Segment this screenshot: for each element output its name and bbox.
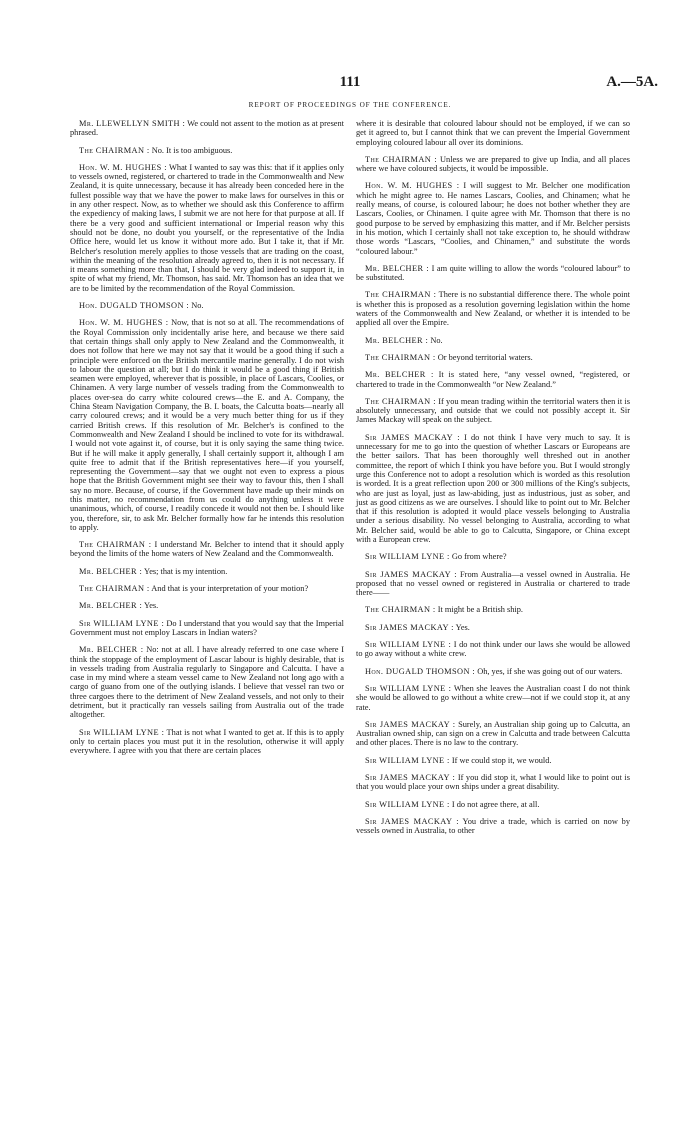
speaker-name: Sir JAMES MACKAY :	[365, 432, 460, 442]
speech-text: If you mean trading within the territorial waters then it is absolutely unnecessary, and outside that we could not possibly accept it. Sir James Mackay will speak on the subject.	[356, 396, 630, 425]
speech-text: I do not think under our laws she would be allowed to go away without a white crew.	[356, 640, 630, 659]
speaker-name: The CHAIRMAN :	[79, 540, 152, 550]
speaker-name: The CHAIRMAN :	[365, 605, 436, 615]
speech-text: Yes.	[144, 601, 159, 611]
speech-paragraph	[70, 119, 344, 138]
speech-text: Yes.	[455, 622, 470, 632]
speech-text: No. It is too ambiguous.	[151, 145, 233, 155]
speaker-name: Sir WILLIAM LYNE :	[365, 552, 450, 562]
speaker-name: The CHAIRMAN :	[79, 584, 150, 594]
speech-text: I understand Mr. Belcher to intend that it should apply beyond the limits of the home waters of New Zealand and the Commonwealth.	[70, 540, 344, 559]
speech-text: Oh, yes, if she was going out of our waters.	[477, 666, 623, 676]
speaker-name: Sir WILLIAM LYNE :	[365, 640, 452, 650]
speech-text: There is no substantial difference there. The whole point is whether this is proposed as a resolution governing legislation within the home waters of the Commonwealth and New Zealand, or whether it is intended to be applied all over the Empire.	[356, 290, 630, 328]
speech-paragraph	[356, 353, 630, 362]
speech-text: I will suggest to Mr. Belcher one modification which he might agree to. He names Lascars, Coolies, and Chinamen; what he really means, of course, is coloured labour; he does not bother whether they are Lascars, Coolies, or Chinamen. I quite agree with Mr. Thomson that there is no good purpose to be served by emphasizing this matter, and if Mr. Belcher persists in his motion, which I certainly shall not take exception to, he should withdraw those words “Lascars, “Coolies, and Chinamen,” and substitute the words “coloured labour.”	[356, 181, 630, 256]
speech-paragraph	[70, 318, 344, 532]
speech-text: If you did stop it, what I would like to point out is that you would place your own ships under a great disability.	[356, 773, 631, 792]
speech-paragraph	[70, 601, 344, 610]
speech-paragraph	[356, 817, 630, 836]
speech-text: And that is your interpretation of your motion?	[151, 584, 309, 594]
speech-paragraph	[70, 619, 344, 638]
speech-text: If we could stop it, we would.	[451, 755, 552, 765]
speaker-name: Hon. W. M. HUGHES :	[79, 318, 169, 328]
speech-paragraph	[356, 640, 630, 659]
speech-text: Go from where?	[451, 552, 507, 562]
speech-paragraph	[70, 645, 344, 719]
speech-text: No: not at all. I have already referred to one case where I think the stoppage of the employment of Lascar labour is highly desirable, that is in vessels trading from Australia regularly to Singapore and Calcutta. I have a case in my mind where a steam vessel came to New Zealand not long ago with a cargo of guano from one of the outlying islands. I believe that vessel ran two or three cargoes there to the detriment of New Zealand vessels, and not only to their detriment, but it practically ran vessels sailing from Australia out of the trade altogether.	[70, 645, 345, 720]
speech-paragraph	[356, 433, 630, 545]
speaker-name: Mr. LLEWELLYN SMITH :	[79, 119, 186, 128]
speaker-name: The CHAIRMAN :	[365, 154, 438, 164]
speech-text: From Australia—a vessel owned in Australia. He proposed that no vessel owned or registered in Australia or chartered to trade there——	[356, 569, 630, 598]
speech-text: Now, that is not so at all. The recommendations of the Royal Commission only incidentally arise here, and because we there said that certain things shall only apply to New Zealand and the Commonwealth, it does not follow that here we may not say that it would be a good thing if such a principle were enforced on the British mercantile marine generally. I do not wish to labour the question at all; but I do think it would be a good thing if British seamen were employed, wherever that is possible, in place of Lascars, Coolies, or Chinamen. A very large number of vessels trading from the Commonwealth to places over-sea do carry white coloured crews—the E. and A. Company, the China Steam Navigation Company, the B. I. boats, the Calcutta boats—nearly all carry coloured crews; and it would be a very much better thing for us if they carried British crews. If this resolution of Mr. Belcher's is confined to the Commonwealth and New Zealand I should be inclined to vote for its withdrawal. I would not vote against it, of course, but it is only saying the same thing twice. But if he will make it apply generally, I shall certainly support it, although I am quite free to admit that if the British representatives here—if you yourself, representing the Government—say that we ought not even to express a pious hope that the British Government might see their way to favour this, then I shall say no more. Because, of course, if the Government have made up their minds on this matter, no recommendation from us could do anything unless it were unanimous, which, of course, I readily concede it would not then be. I should like you, therefore, sir, to ask Mr. Belcher formally how far he intends this resolution to apply.	[70, 318, 344, 532]
speech-text: Surely, an Australian ship going up to Calcutta, an Australian owned ship, can sign on a crew in Calcutta and trade between Calcutta and other places. There is no law to the contrary.	[356, 719, 631, 748]
paper-reference: A.—5A.	[606, 74, 658, 90]
speaker-name: Sir JAMES MACKAY :	[365, 719, 456, 729]
speech-text: I do not agree there, at all.	[451, 799, 540, 809]
speaker-name: Mr. BELCHER :	[79, 566, 143, 576]
running-title: REPORT OF PROCEEDINGS OF THE CONFERENCE.	[248, 101, 452, 109]
speech-text: It is stated here, “any vessel owned, “registered, or chartered to trade in the Commonwealth “or New Zealand.”	[356, 370, 630, 389]
speech-paragraph	[356, 605, 630, 614]
speech-text: No.	[191, 301, 204, 311]
speech-text: That is not what I wanted to get at. If this is to apply only to certain places you must put it in the resolution, otherwise it will apply everywhere. I agree with you that there are certain places	[70, 727, 345, 756]
speech-paragraph	[70, 540, 344, 559]
speech-paragraph	[356, 623, 630, 632]
speech-paragraph	[356, 155, 630, 174]
speech-paragraph	[356, 570, 630, 598]
speaker-name: Sir JAMES MACKAY :	[365, 622, 454, 632]
speech-paragraph	[356, 336, 630, 345]
speaker-name: The CHAIRMAN :	[365, 352, 436, 362]
speaker-name: Sir JAMES MACKAY :	[365, 773, 456, 783]
speech-text: Do I understand that you would say that the Imperial Government must not employ Lascars in Indian waters?	[70, 618, 344, 637]
speech-text: I do not think I have very much to say. It is unnecessary for me to go into the question of whether Lascars or Europeans are the better sailors. That has been thoroughly well threshed out in another committee, the report of which I think you have before you. But I would strongly urge this Conference not to adopt a resolution which is worded as this resolution is worded. It is a great reflection upon 200 or 300 millions of the King's subjects, who are just as loyal, just as law-abiding, just as industrious, just as sober, and just as good citizens as we are ourselves. I should like to point out to Mr. Belcher that if this resolution is adopted it would place vessels belonging to Australia under a serious disability. No vessel belonging to Australia, according to what Mr. Belcher said, would be able to go to Calcutta, Singapore, or China except with a European crew.	[356, 432, 631, 544]
speaker-name: Sir WILLIAM LYNE :	[365, 683, 452, 693]
speaker-name: Mr. BELCHER :	[365, 335, 429, 345]
speech-paragraph	[70, 567, 344, 576]
speaker-name: Sir WILLIAM LYNE :	[365, 799, 450, 809]
speaker-name: Mr. BELCHER :	[79, 601, 143, 611]
speech-paragraph	[70, 301, 344, 310]
speech-paragraph	[70, 146, 344, 155]
speaker-name: Mr. BELCHER :	[365, 263, 430, 273]
speech-paragraph	[356, 397, 630, 425]
speech-paragraph	[70, 163, 344, 293]
speech-paragraph	[356, 684, 630, 712]
right-column	[356, 119, 630, 844]
speech-paragraph	[356, 756, 630, 765]
speech-paragraph	[356, 773, 630, 792]
speaker-name: Sir WILLIAM LYNE :	[365, 755, 450, 765]
speech-text: We could not assent to the motion as at present phrased.	[70, 119, 345, 138]
speaker-name: Sir WILLIAM LYNE :	[79, 727, 165, 737]
speech-paragraph	[356, 720, 630, 748]
speech-text: where it is desirable that coloured labour should not be employed, if we can so get it agreed to, but I cannot think that we can prevent the Imperial Government employing coloured labour all over its dominions.	[356, 119, 630, 147]
speaker-name: Hon. W. M. HUGHES :	[365, 181, 460, 191]
speech-paragraph	[356, 290, 630, 327]
speaker-name: Sir JAMES MACKAY :	[365, 569, 457, 579]
speech-text: When she leaves the Australian coast I do not think she would be allowed to go without a white crew—not if we could stop it, at any rate.	[356, 683, 631, 712]
speaker-name: Hon. W. M. HUGHES :	[79, 162, 167, 172]
speech-text: No.	[430, 335, 443, 345]
speech-text: I am quite willing to allow the words “coloured labour” to be substituted.	[356, 263, 630, 283]
speech-paragraph	[356, 370, 630, 389]
speech-paragraph	[70, 584, 344, 593]
page-number: 111	[339, 74, 361, 90]
speaker-name: Mr. BELCHER :	[365, 370, 434, 380]
speech-text: You drive a trade, which is carried on now by vessels owned in Australia, to other	[356, 816, 631, 836]
speaker-name: Sir WILLIAM LYNE :	[79, 618, 165, 628]
speech-paragraph	[70, 728, 344, 756]
speaker-name: Sir JAMES MACKAY :	[365, 816, 459, 826]
speech-paragraph	[356, 181, 630, 255]
speech-paragraph	[356, 800, 630, 809]
speech-paragraph	[356, 119, 630, 147]
left-column	[70, 119, 344, 764]
speaker-name: The CHAIRMAN :	[365, 396, 436, 406]
speech-text: It might be a British ship.	[437, 605, 524, 615]
speaker-name: Hon. DUGALD THOMSON :	[365, 666, 476, 676]
speech-text: Unless we are prepared to give up India, and all places where we have coloured subjects, it would be impossible.	[356, 154, 630, 174]
speech-paragraph	[356, 264, 630, 283]
speech-text: Or beyond territorial waters.	[437, 352, 533, 362]
speech-paragraph	[356, 552, 630, 561]
speaker-name: Hon. DUGALD THOMSON :	[79, 301, 190, 311]
speech-paragraph	[356, 667, 630, 676]
speaker-name: Mr. BELCHER :	[79, 645, 144, 655]
speaker-name: The CHAIRMAN :	[365, 290, 437, 300]
speech-text: Yes; that is my intention.	[144, 566, 228, 576]
speech-text: What I wanted to say was this: that if it applies only to vessels owned, registered, or chartered to trade in the Commonwealth and New Zealand, it is quite unnecessary, because it has already been conceded here in the fullest possible way that we have the power to make laws for ourselves in this or in any other respect. Now, as to whether we should ask this Conference to affirm the expediency of making laws, I submit we are not here for that purpose at all. If there be a very good and sufficient international or Imperial reason why this should not be done, no doubt you yourself, or the representative of the India Office here, would let us know it without more ado. But I take it, that if Mr. Belcher's resolution merely applies to those vessels that are trading on the coast, within the meaning of the resolution already agreed to, then it is not necessary. If it means something more than that, I should be very glad indeed to support it, in spite of what my friend, Mr. Thomson, has said. Mr. Thomson has an idea that we are to be limited by the recommendation of the Royal Commission.	[70, 162, 345, 293]
speaker-name: The CHAIRMAN :	[79, 145, 150, 155]
